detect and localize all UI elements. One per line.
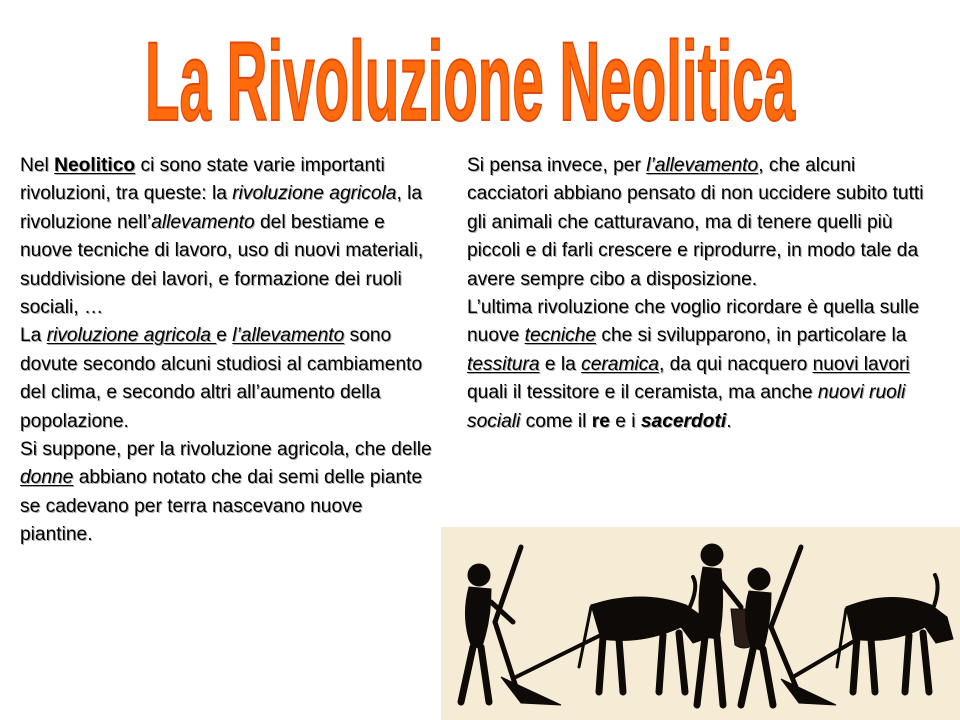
text-run: ceramica [581,353,659,375]
text-run: l’allevamento [232,325,345,347]
left-paragraph-1 [20,152,438,322]
text-run: . [726,410,732,432]
text-run: nuovi lavori [812,353,910,375]
text-run: come il [520,410,592,432]
text-run: L’ultima rivoluzione che voglio ricordare è quella sulle nuove [467,297,920,347]
page-title [130,2,810,132]
text-run: l’allevamento [646,155,759,176]
text-run: e i [609,410,641,432]
text-run: La [20,325,47,347]
text-run: donne [20,467,74,489]
text-run: quali il tessitore e il ceramista, ma anche [467,382,818,404]
text-run: Si suppone, per la rivoluzione agricola, che delle [20,439,432,461]
left-text-column [20,152,438,550]
text-run: ci sono state varie importanti rivoluzioni, tra queste: la [20,155,385,205]
text-run: Neolitico [54,155,136,176]
text-run: Nel [20,155,55,176]
text-run: tecniche [524,325,597,347]
text-run: tessitura [467,353,540,375]
text-run: sono dovute secondo alcuni studiosi al cambiamento del clima, e secondo altri all’aumento della popolazione. [20,325,423,432]
text-run: e [216,325,233,347]
text-run: sacerdoti [640,410,727,432]
neolithic-farming-scene-image [441,527,960,720]
text-run: , che alcuni cacciatori abbiano pensato di non uccidere subito tutti gli animali che catturavano, ma di tenere quelli più piccoli e di farli crescere e riprodurre, in modo tale da avere sempre cibo a disposizione. [467,155,924,290]
text-run: , la rivoluzione nell’ [20,183,423,233]
right-paragraph-1 [467,152,937,294]
text-run: abbiano notato che dai semi delle piante se cadevano per terra nascevano nuove piantine. [20,467,423,546]
text-run: allevamento [151,211,255,233]
left-paragraph-2 [20,322,438,436]
text-run: nuovi ruoli sociali [467,382,906,432]
text-run: rivoluzione agricola [232,183,397,205]
text-run: Si pensa invece, per [467,155,647,176]
page-title-text: La Rivoluzione Neolitica [145,19,796,132]
text-run: che si svilupparono, in particolare la [596,325,907,347]
left-paragraph-3 [20,436,438,550]
right-paragraph-2 [467,294,937,436]
right-text-column [467,152,937,436]
text-run: rivoluzione agricola [46,325,217,347]
text-run: , da qui nacquero [658,353,813,375]
text-run: re [591,410,610,432]
text-run: del bestiame e nuove tecniche di lavoro, uso di nuovi materiali, suddivisione dei lavori, e formazione dei ruoli sociali, … [20,211,424,319]
text-run: e la [539,353,582,375]
